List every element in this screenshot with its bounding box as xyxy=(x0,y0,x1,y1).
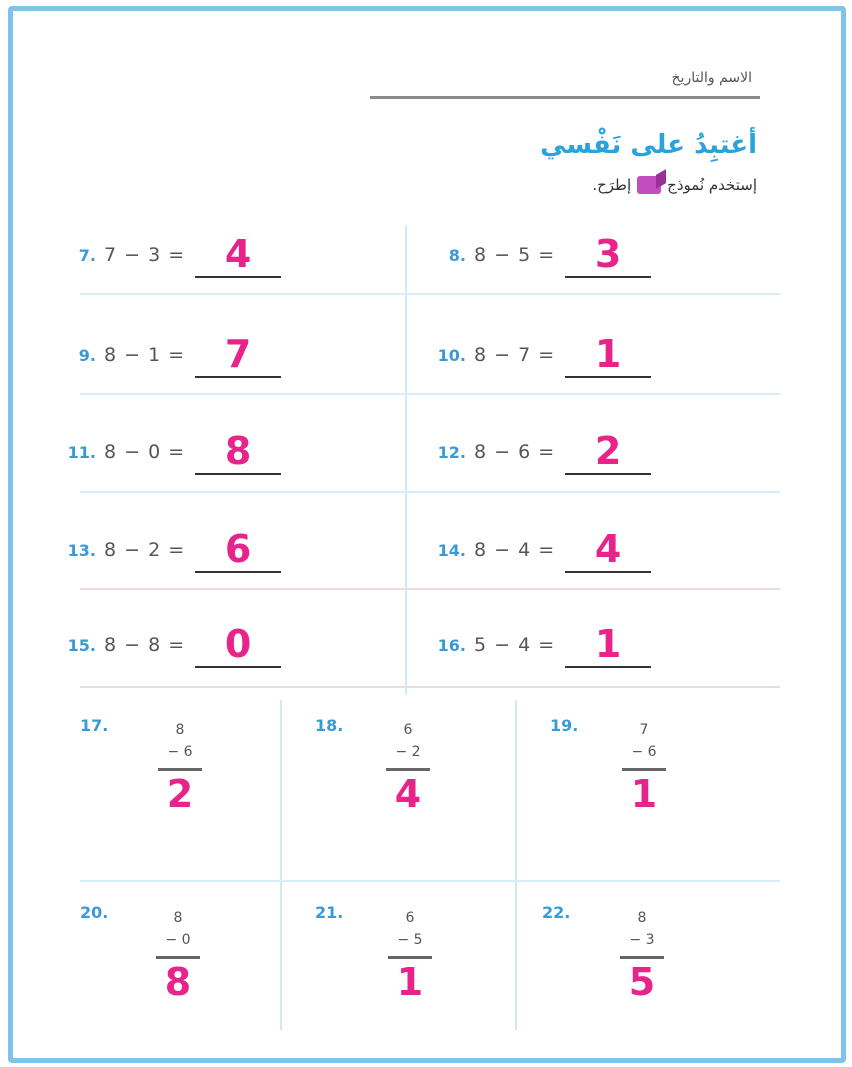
answer-field[interactable]: 6 xyxy=(195,527,281,573)
subtrahend: − 6 xyxy=(631,744,657,760)
problem-10 xyxy=(430,325,651,385)
problem-8 xyxy=(430,225,651,285)
problem-expression: 8 − 1 = xyxy=(104,344,186,366)
problem-20-number: 20. xyxy=(80,903,109,922)
answer-field[interactable]: 1 xyxy=(565,332,651,378)
problem-expression: 8 − 6 = xyxy=(474,441,556,463)
problem-expression: 5 − 4 = xyxy=(474,634,556,656)
problem-18-number: 18. xyxy=(315,716,344,735)
instructions xyxy=(592,176,757,194)
row-divider xyxy=(80,686,780,688)
row-divider xyxy=(80,491,780,493)
problem-number: 8. xyxy=(448,245,466,265)
instruction-end: إطرَح. xyxy=(592,176,632,194)
column-divider xyxy=(280,700,282,1030)
answer-field[interactable]: 8 xyxy=(164,960,192,1004)
problem-number: 14. xyxy=(437,540,466,560)
problem-11 xyxy=(60,422,281,482)
answer-field[interactable]: 2 xyxy=(166,772,194,816)
subtrahend: − 3 xyxy=(629,932,655,948)
instruction-start: إستخدم نُموذج xyxy=(667,176,757,194)
problem-7 xyxy=(60,225,281,285)
answer-field[interactable]: 1 xyxy=(396,960,424,1004)
problem-number: 10. xyxy=(437,345,466,365)
problem-expression: 8 − 4 = xyxy=(474,539,556,561)
answer-field[interactable]: 4 xyxy=(565,527,651,573)
problem-22-number: 22. xyxy=(542,903,571,922)
column-divider xyxy=(515,700,517,1030)
answer-field[interactable]: 4 xyxy=(394,772,422,816)
connecting-cube-icon xyxy=(637,176,661,194)
row-divider xyxy=(80,393,780,395)
answer-field[interactable]: 1 xyxy=(630,772,658,816)
problem-21 xyxy=(380,910,440,1005)
problem-12 xyxy=(430,422,651,482)
problem-14 xyxy=(430,520,651,580)
subtrahend: − 6 xyxy=(167,744,193,760)
minuend: 8 xyxy=(637,910,647,926)
problem-number: 11. xyxy=(67,442,96,462)
subtrahend: − 5 xyxy=(397,932,423,948)
subtrahend: − 2 xyxy=(395,744,421,760)
problem-expression: 8 − 5 = xyxy=(474,244,556,266)
problem-expression: 7 − 3 = xyxy=(104,244,186,266)
answer-field[interactable]: 7 xyxy=(195,332,281,378)
row-divider xyxy=(80,588,780,590)
problem-19-number: 19. xyxy=(550,716,579,735)
row-divider xyxy=(80,880,780,882)
problem-15 xyxy=(60,615,281,675)
answer-field[interactable]: 1 xyxy=(565,622,651,668)
minuend: 8 xyxy=(175,722,185,738)
center-divider xyxy=(405,225,407,695)
answer-field[interactable]: 2 xyxy=(565,429,651,475)
problem-expression: 8 − 0 = xyxy=(104,441,186,463)
problem-number: 15. xyxy=(67,635,96,655)
answer-field[interactable]: 4 xyxy=(195,232,281,278)
problem-18 xyxy=(378,722,438,817)
name-date-line[interactable] xyxy=(370,96,760,99)
problem-number: 7. xyxy=(78,245,96,265)
problem-17-number: 17. xyxy=(80,716,109,735)
problem-number: 16. xyxy=(437,635,466,655)
answer-field[interactable]: 5 xyxy=(628,960,656,1004)
problem-22 xyxy=(612,910,672,1005)
problem-expression: 8 − 7 = xyxy=(474,344,556,366)
name-date-label: الاسم والتاريخ xyxy=(671,70,752,86)
problem-17 xyxy=(150,722,210,817)
problem-21-number: 21. xyxy=(315,903,344,922)
problem-number: 12. xyxy=(437,442,466,462)
problem-9 xyxy=(60,325,281,385)
problem-expression: 8 − 2 = xyxy=(104,539,186,561)
problem-13 xyxy=(60,520,281,580)
page-title: أغتبِدُ على نَفْسي xyxy=(540,130,757,160)
minuend: 6 xyxy=(405,910,415,926)
row-divider xyxy=(80,293,780,295)
problem-number: 9. xyxy=(78,345,96,365)
problem-number: 13. xyxy=(67,540,96,560)
answer-field[interactable]: 8 xyxy=(195,429,281,475)
answer-field[interactable]: 0 xyxy=(195,622,281,668)
answer-field[interactable]: 3 xyxy=(565,232,651,278)
problem-19 xyxy=(614,722,674,817)
problem-20 xyxy=(148,910,208,1005)
minuend: 7 xyxy=(639,722,649,738)
problem-16 xyxy=(430,615,651,675)
problem-expression: 8 − 8 = xyxy=(104,634,186,656)
minuend: 8 xyxy=(173,910,183,926)
minuend: 6 xyxy=(403,722,413,738)
subtrahend: − 0 xyxy=(165,932,191,948)
